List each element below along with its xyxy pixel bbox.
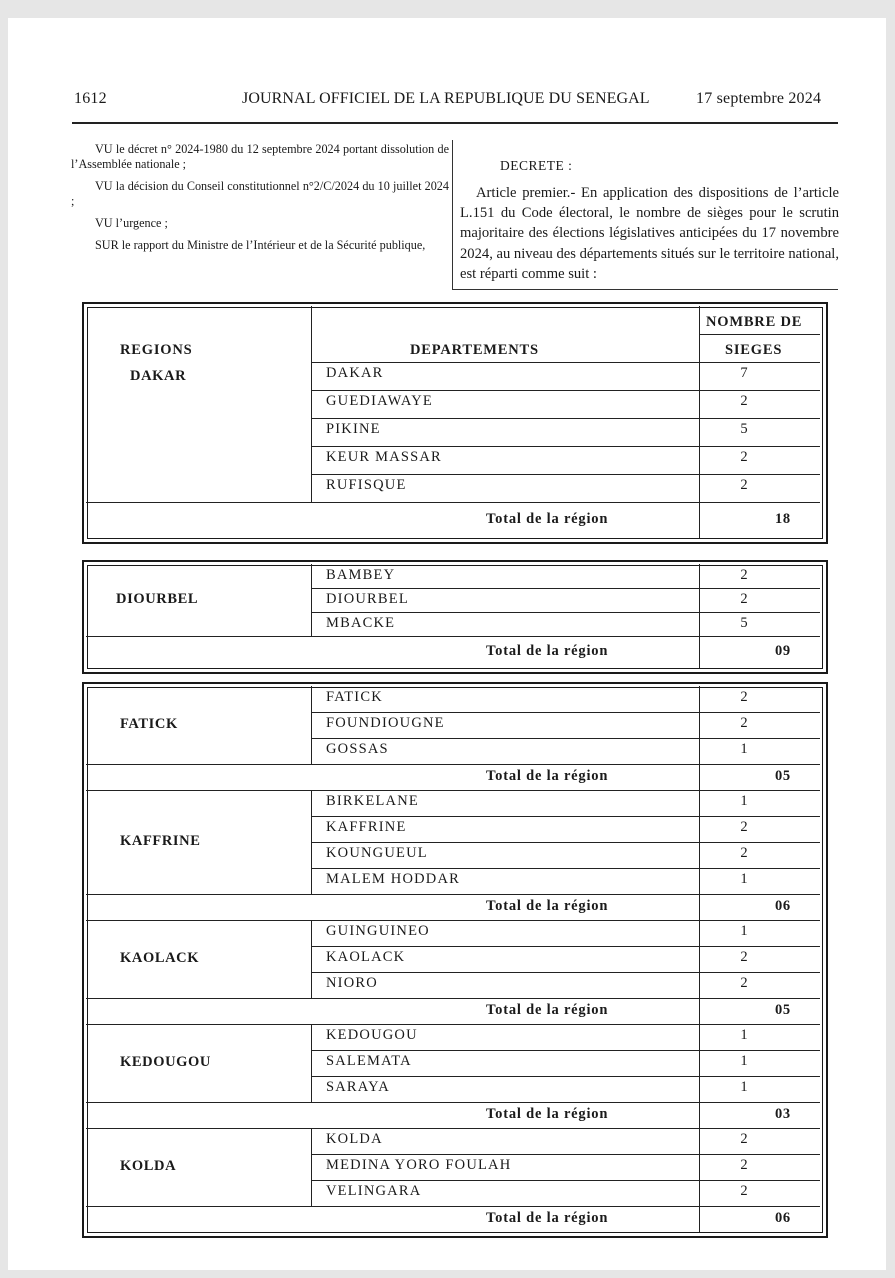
region-table-0 [82,302,828,544]
department-name: VELINGARA [326,1183,422,1199]
department-seats: 2 [740,591,748,607]
total-label: Total de la région [486,1210,609,1226]
department-name: KAOLACK [326,949,406,965]
row-line [311,390,820,391]
preamble-paragraph: SUR le rapport du Ministre de l’Intérieur et de la Sécurité publique, [95,238,426,252]
column-line [311,362,312,502]
department-name: KEUR MASSAR [326,449,442,465]
department-name: GUINGUINEO [326,923,430,939]
department-seats: 2 [740,949,748,965]
department-seats: 2 [740,715,748,731]
column-line [699,564,700,668]
department-name: BIRKELANE [326,793,419,809]
section-rule [452,289,838,290]
row-line [311,418,820,419]
region-name: KAFFRINE [120,833,201,849]
total-line [86,502,820,503]
preamble [71,142,449,260]
row-line [311,1050,820,1051]
department-seats: 5 [740,421,748,437]
row-line [311,1180,820,1181]
region-total: 03 [775,1106,791,1122]
department-seats: 2 [740,845,748,861]
header-bottom-line [699,334,820,335]
department-name: NIORO [326,975,378,991]
department-seats: 2 [740,975,748,991]
department-name: MBACKE [326,615,396,631]
department-name: PIKINE [326,421,381,437]
total-label: Total de la région [486,898,609,914]
issue-date: 17 septembre 2024 [696,90,822,107]
region-separator [86,1128,820,1129]
row-line [311,972,820,973]
region-total: 06 [775,898,791,914]
region-total: 06 [775,1210,791,1226]
preamble-paragraph: VU le décret n° 2024-1980 du 12 septembre 2024 portant dissolution de l’Assemblée nationale ; [71,142,449,171]
row-line [311,446,820,447]
journal-title: JOURNAL OFFICIEL DE LA REPUBLIQUE DU SENEGAL [242,90,650,107]
header-regions: REGIONS [120,342,193,358]
department-seats: 1 [740,741,748,757]
region-name: DIOURBEL [116,591,199,607]
row-line [311,868,820,869]
preamble-paragraph: VU la décision du Conseil constitutionnel n°2/C/2024 du 10 juillet 2024 ; [71,179,449,208]
row-line [311,612,820,613]
department-seats: 1 [740,1027,748,1043]
department-seats: 2 [740,1131,748,1147]
total-line [86,998,820,999]
region-total: 05 [775,1002,791,1018]
decree-heading: DECRETE : [500,158,573,173]
department-seats: 2 [740,477,748,493]
row-line [311,712,820,713]
region-table-1 [82,560,828,674]
department-name: FATICK [326,689,383,705]
department-seats: 5 [740,615,748,631]
department-name: MEDINA YORO FOULAH [326,1157,512,1173]
department-seats: 1 [740,871,748,887]
article-premier: Article premier.- En application des dispositions de l’article L.151 du Code électoral, le nombre de sièges pour le scrutin majoritaire des élections législatives anticipées du 17 novembre 2024, au niveau des départements situés sur le territoire national, est réparti comme suit : [460,185,839,282]
header-sieges-line1: NOMBRE DE [706,314,803,330]
total-line [86,1206,820,1207]
header-sieges-line2: SIEGES [725,342,783,358]
header-rule [311,362,820,363]
row-line [311,738,820,739]
total-line [86,1102,820,1103]
region-separator [86,1024,820,1025]
department-seats: 2 [740,1183,748,1199]
department-seats: 1 [740,923,748,939]
region-name: KOLDA [120,1158,177,1174]
total-label: Total de la région [486,643,609,659]
department-seats: 2 [740,819,748,835]
region-separator [86,790,820,791]
department-name: GUEDIAWAYE [326,393,433,409]
header-departements: DEPARTEMENTS [410,342,539,358]
column-line [311,1024,312,1102]
column-line [311,1128,312,1206]
header-rule [72,122,838,124]
region-total: 09 [775,643,791,659]
department-name: SALEMATA [326,1053,412,1069]
region-name: KAOLACK [120,950,200,966]
total-label: Total de la région [486,511,609,527]
total-line [86,894,820,895]
department-name: DIOURBEL [326,591,409,607]
column-line [311,920,312,998]
department-name: DAKAR [326,365,384,381]
column-line [311,564,312,636]
department-name: KOLDA [326,1131,383,1147]
total-label: Total de la région [486,1002,609,1018]
department-name: RUFISQUE [326,477,407,493]
department-name: GOSSAS [326,741,389,757]
row-line [311,842,820,843]
department-seats: 2 [740,689,748,705]
page-number: 1612 [74,90,107,107]
row-line [311,1076,820,1077]
region-name: KEDOUGOU [120,1054,211,1070]
row-line [311,1154,820,1155]
department-name: SARAYA [326,1079,390,1095]
department-name: FOUNDIOUGNE [326,715,445,731]
total-label: Total de la région [486,768,609,784]
department-name: KEDOUGOU [326,1027,418,1043]
row-line [311,816,820,817]
row-line [311,474,820,475]
column-line [311,686,312,764]
department-seats: 2 [740,393,748,409]
total-line [86,764,820,765]
department-name: MALEM HODDAR [326,871,461,887]
department-name: BAMBEY [326,567,396,583]
column-line [311,306,312,362]
department-seats: 1 [740,1079,748,1095]
row-line [311,946,820,947]
department-seats: 1 [740,793,748,809]
journal-page [8,18,886,1270]
region-total: 05 [775,768,791,784]
column-line [699,790,700,920]
region-name: FATICK [120,716,178,732]
department-seats: 1 [740,1053,748,1069]
total-label: Total de la région [486,1106,609,1122]
column-line [699,362,700,538]
total-line [86,636,820,637]
department-seats: 2 [740,449,748,465]
region-name: DAKAR [130,368,187,384]
department-seats: 2 [740,567,748,583]
department-name: KAFFRINE [326,819,407,835]
department-seats: 7 [740,365,748,381]
preamble-paragraph: VU l’urgence ; [95,216,168,230]
row-line [311,588,820,589]
region-separator [86,920,820,921]
department-seats: 2 [740,1157,748,1173]
department-name: KOUNGUEUL [326,845,428,861]
region-total: 18 [775,511,791,527]
column-divider [452,140,453,290]
